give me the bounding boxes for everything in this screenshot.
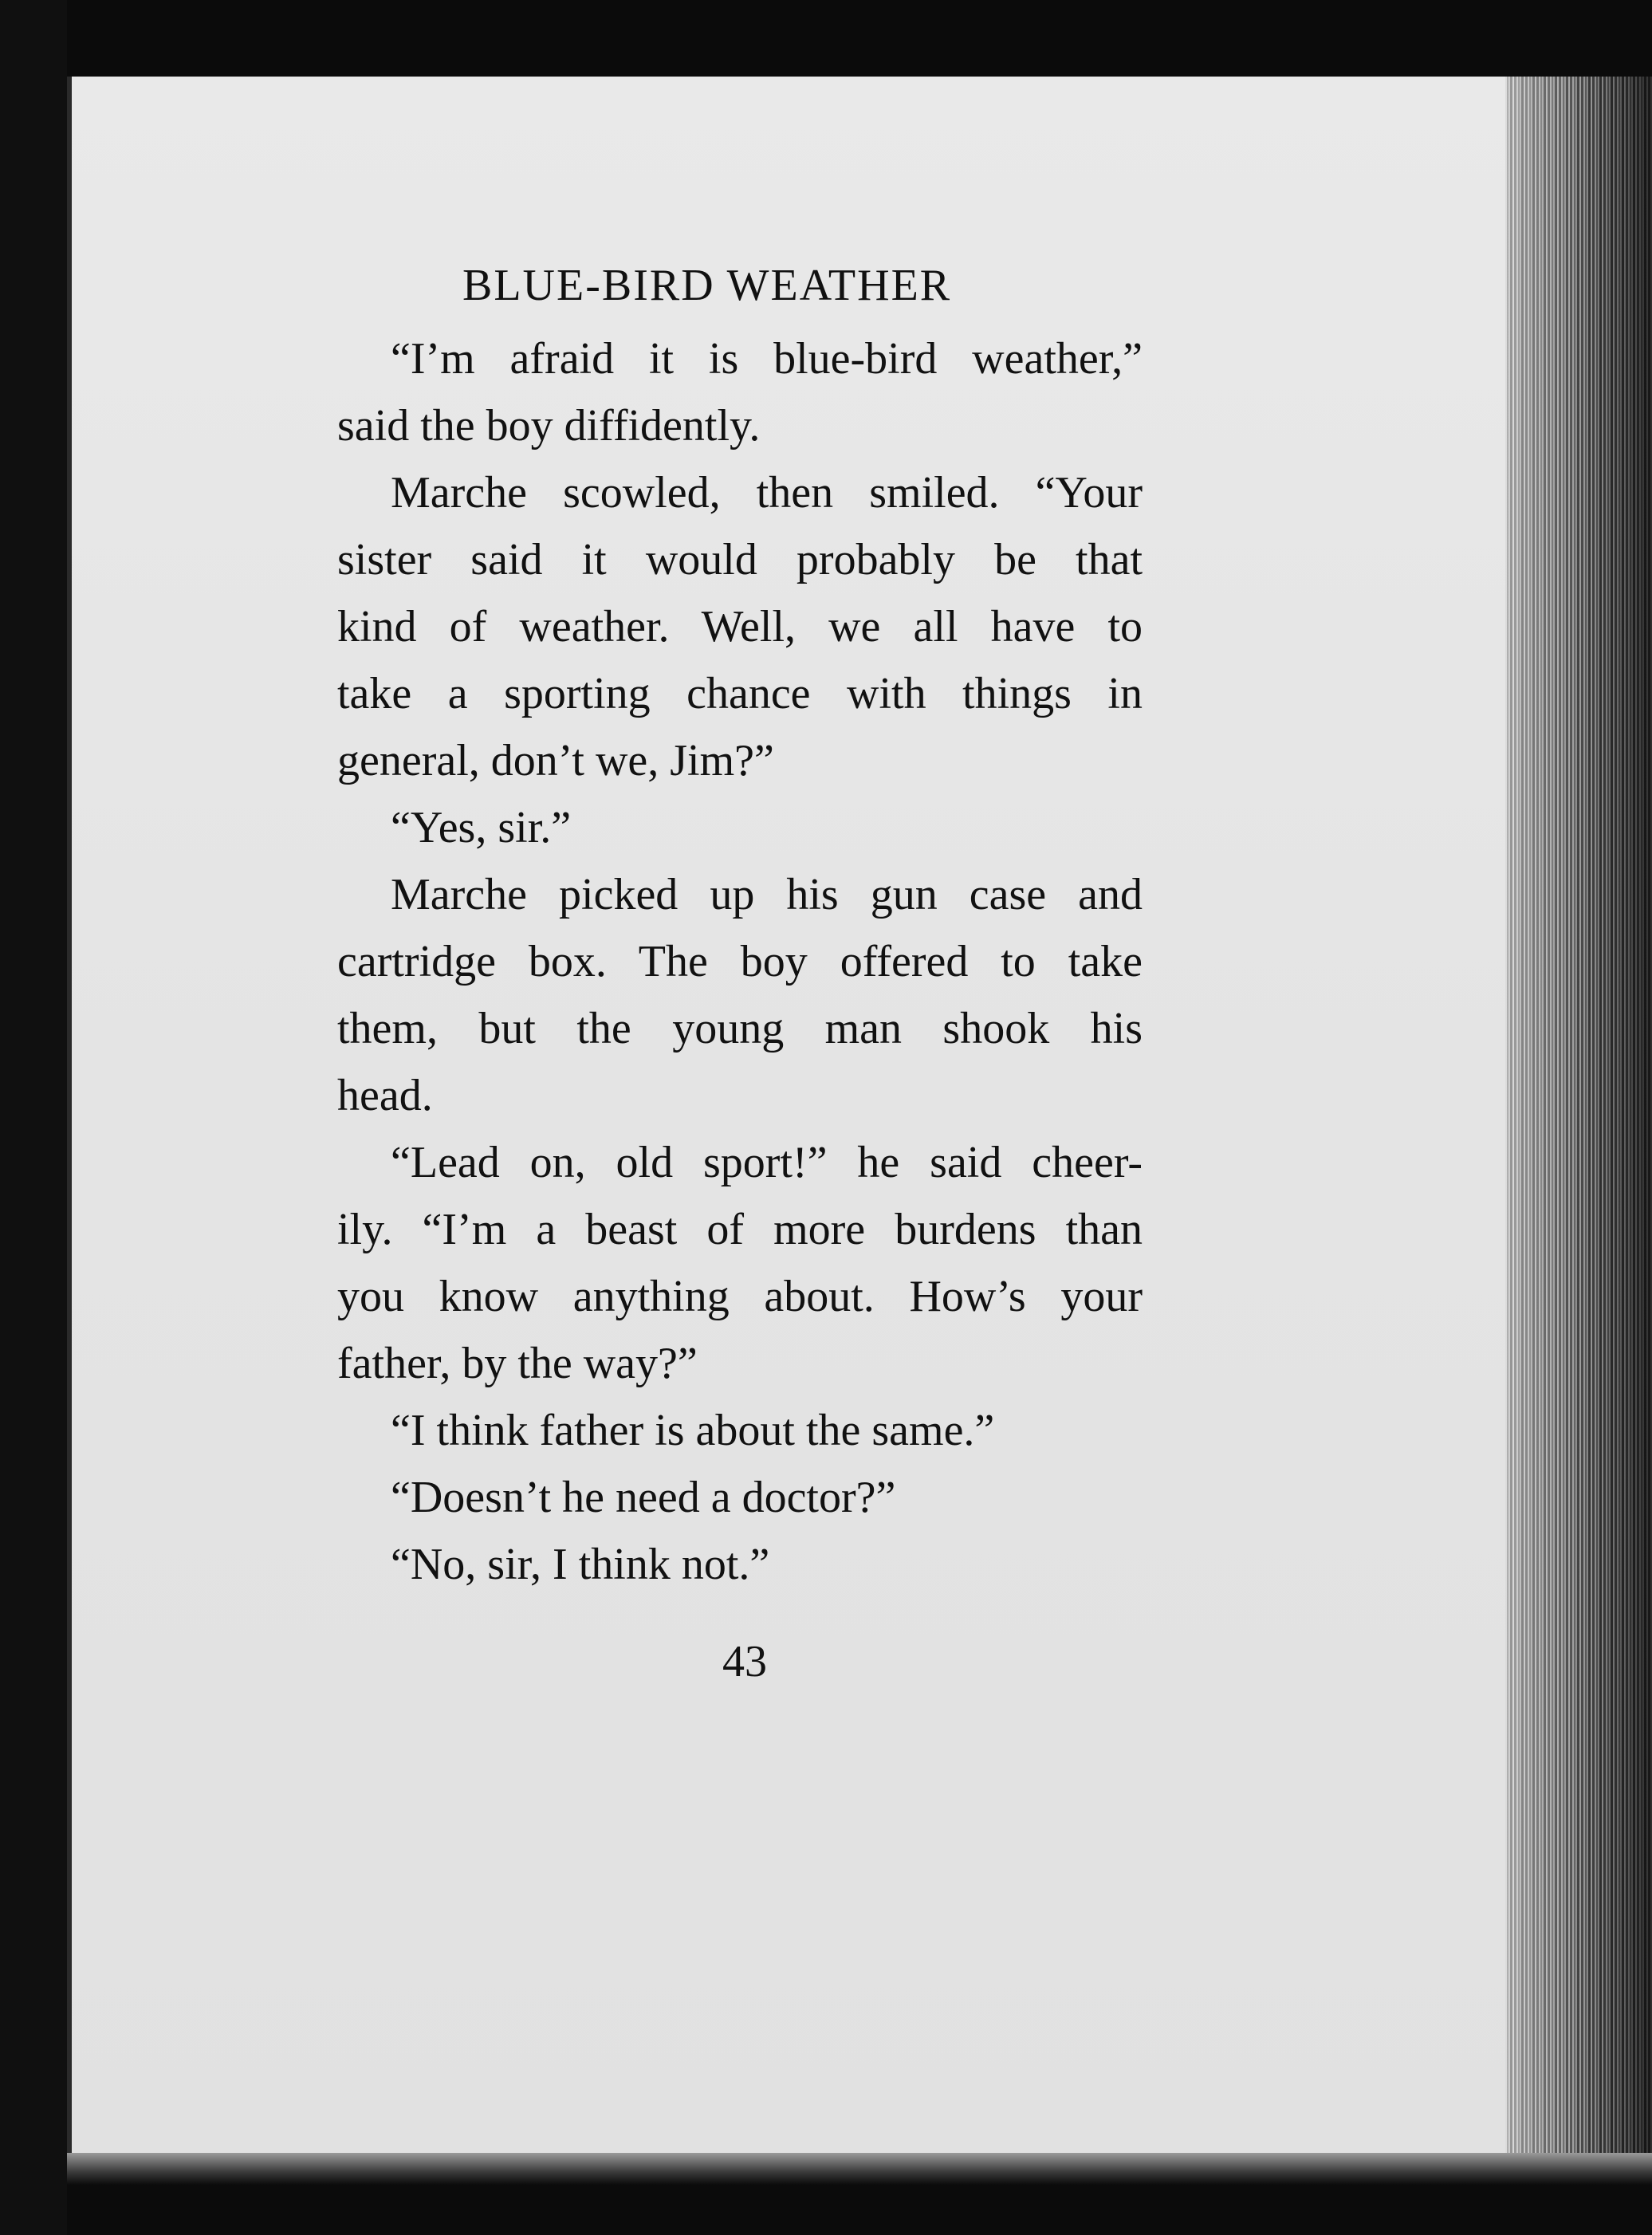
text-line: “I think father is about the same.” <box>391 1406 995 1455</box>
text-line: head. <box>337 1071 433 1120</box>
page-number: 43 <box>722 1637 767 1686</box>
book-bottom-edge <box>67 2153 1652 2185</box>
text-line: said the boy diffidently. <box>337 401 761 451</box>
text-line: “Doesn’t he need a doctor?” <box>391 1473 896 1522</box>
book-fore-edge-shade <box>1505 77 1652 2182</box>
text-line: general, don’t we, Jim?” <box>337 736 774 785</box>
text-line: them, but the young man shook his <box>337 1004 1143 1053</box>
text-line: sister said it would probably be that <box>337 535 1143 584</box>
text-line: “Yes, sir.” <box>391 803 572 852</box>
text-line: cartridge box. The boy offered to take <box>337 937 1143 986</box>
text-line: kind of weather. Well, we all have to <box>337 602 1143 651</box>
running-head: BLUE-BIRD WEATHER <box>462 261 952 310</box>
binding-edge <box>67 77 72 2158</box>
text-line: Marche scowled, then smiled. “Your <box>391 468 1143 517</box>
text-line: take a sporting chance with things in <box>337 669 1143 718</box>
text-line: you know anything about. How’s your <box>337 1272 1143 1321</box>
text-line: father, by the way?” <box>337 1339 698 1388</box>
text-line: “I’m afraid it is blue-bird weather,” <box>391 334 1143 384</box>
text-line: “Lead on, old sport!” he said cheer- <box>391 1138 1143 1187</box>
text-line: “No, sir, I think not.” <box>391 1540 770 1589</box>
left-scan-border <box>0 0 67 2235</box>
text-line: ily. “I’m a beast of more burdens than <box>337 1205 1143 1254</box>
text-line: Marche picked up his gun case and <box>391 870 1143 919</box>
